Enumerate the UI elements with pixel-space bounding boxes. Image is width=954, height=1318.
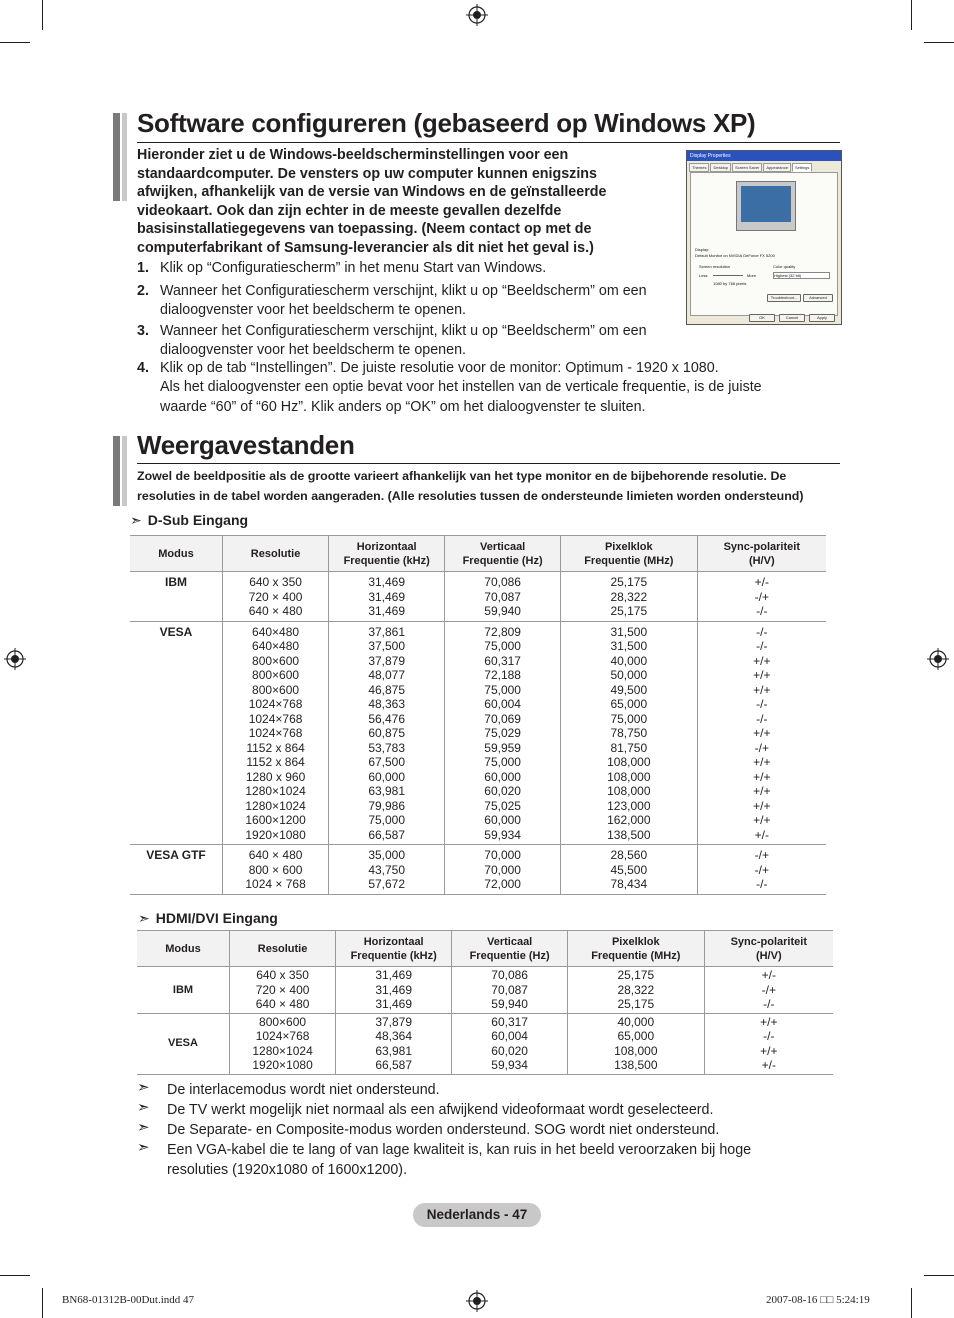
page-number: Nederlands - 47 bbox=[413, 1203, 541, 1227]
cell-value: 75,000 bbox=[484, 639, 521, 653]
cell-value: 59,959 bbox=[484, 740, 521, 755]
cell-value: +/+ bbox=[753, 813, 771, 827]
arrow-icon: ➣ bbox=[137, 1079, 150, 1096]
cell-value: 70,000 bbox=[484, 862, 521, 877]
mode-cell: IBM bbox=[137, 967, 229, 1014]
table-header-row bbox=[130, 536, 826, 572]
registration-mark-icon bbox=[4, 648, 26, 670]
col-header: Modus bbox=[130, 536, 222, 572]
table-row bbox=[137, 967, 833, 1014]
crop-mark bbox=[911, 1288, 912, 1318]
cell-value: +/+ bbox=[753, 798, 771, 813]
cell-value: 70,069 bbox=[484, 711, 521, 726]
cell-value: 75,000 bbox=[368, 813, 406, 827]
cancel-button: Cancel bbox=[779, 314, 805, 322]
cell-value: 800×600 bbox=[259, 1014, 307, 1029]
crop-mark bbox=[0, 42, 30, 43]
cell-value: 60,004 bbox=[484, 697, 521, 711]
cell-value: 79,986 bbox=[368, 798, 406, 813]
tab-desktop: Desktop bbox=[710, 163, 731, 172]
value-cell bbox=[329, 845, 445, 895]
color-quality-label: Color quality bbox=[773, 264, 796, 269]
value-cell bbox=[452, 1013, 568, 1074]
cell-value: -/+ bbox=[761, 982, 776, 997]
cell-value: 31,469 bbox=[368, 575, 406, 589]
cell-value: +/+ bbox=[753, 653, 771, 668]
cell-value: 63,981 bbox=[375, 1043, 413, 1058]
value-cell bbox=[704, 1013, 833, 1074]
cell-value: 138,500 bbox=[614, 1058, 658, 1072]
hdmi-label: ➣ HDMI/DVI Eingang bbox=[138, 910, 278, 926]
cell-value: 1920×1080 bbox=[245, 827, 306, 842]
col-header: Resolutie bbox=[229, 931, 335, 967]
cell-value: 25,175 bbox=[610, 575, 648, 589]
mode-cell: VESA bbox=[137, 1013, 229, 1074]
cell-value: -/+ bbox=[754, 862, 769, 877]
cell-value: +/- bbox=[754, 827, 769, 842]
cell-value: 31,469 bbox=[368, 589, 406, 604]
tab-appearance: Appearance bbox=[763, 163, 791, 172]
cell-value: 640 × 480 bbox=[255, 997, 310, 1011]
color-quality-select: Highest (32 bit) bbox=[773, 272, 830, 279]
cell-value: -/- bbox=[756, 639, 768, 653]
value-cell bbox=[229, 1013, 335, 1074]
value-cell bbox=[697, 621, 826, 845]
registration-mark-icon bbox=[927, 648, 949, 670]
arrow-icon: ➣ bbox=[137, 1139, 150, 1156]
cell-value: +/- bbox=[761, 968, 776, 982]
cell-value: 640×480 bbox=[252, 624, 300, 639]
cell-value: 720 × 400 bbox=[248, 589, 303, 604]
cell-value: 800×600 bbox=[252, 668, 300, 682]
apply-button: Apply bbox=[809, 314, 835, 322]
value-cell bbox=[445, 572, 561, 622]
mode-cell: IBM bbox=[130, 572, 222, 622]
cell-value: 81,750 bbox=[610, 740, 648, 755]
cell-value: 1024×768 bbox=[255, 1029, 310, 1043]
section-title: Weergavestanden bbox=[137, 430, 355, 460]
cell-value: 1152 x 864 bbox=[246, 740, 305, 755]
col-header: Sync-polariteit (H/V) bbox=[697, 536, 826, 572]
cell-value: 78,750 bbox=[610, 726, 648, 740]
value-cell bbox=[697, 845, 826, 895]
cell-value: 108,000 bbox=[607, 784, 651, 798]
value-cell bbox=[222, 845, 328, 895]
cell-value: 45,500 bbox=[610, 862, 648, 877]
col-header: Pixelklok Frequentie (MHz) bbox=[568, 931, 705, 967]
table-row bbox=[137, 1013, 833, 1074]
cell-value: 59,940 bbox=[484, 604, 521, 618]
cell-value: 1280×1024 bbox=[245, 798, 306, 813]
arrow-icon: ➣ bbox=[137, 1099, 150, 1116]
cell-value: 60,317 bbox=[484, 653, 521, 668]
cell-value: 60,000 bbox=[484, 813, 521, 827]
cell-value: 37,879 bbox=[368, 653, 406, 668]
cell-value: -/- bbox=[756, 711, 768, 726]
cell-value: 25,175 bbox=[617, 968, 655, 982]
more-label: More bbox=[747, 273, 757, 278]
intro-text: Hieronder ziet u de Windows-beeldscherminstellingen voor een standaardcomputer. De vensters op uw computer kunnen enigszins afwijken, afhankelijk van de versie van Windows en de geïnstalleerde videokaart. Ook dan zijn echter in de meeste gevallen dezelfde basisinstallatiegegevens van toepassing. (Neem contact op met de computerfabrikant of Samsung-leverancier als dit niet het geval is.) bbox=[137, 147, 607, 256]
cell-value: 31,500 bbox=[610, 639, 648, 653]
cell-value: 1152 x 864 bbox=[246, 755, 305, 769]
cell-value: 800 × 600 bbox=[248, 862, 303, 877]
cell-value: 28,322 bbox=[610, 589, 648, 604]
table-row bbox=[130, 572, 826, 622]
value-cell bbox=[222, 621, 328, 845]
cell-value: -/- bbox=[756, 604, 768, 618]
cell-value: 108,000 bbox=[607, 769, 651, 784]
cell-value: 108,000 bbox=[607, 755, 651, 769]
cell-value: +/+ bbox=[753, 682, 771, 697]
page-title: Software configureren (gebaseerd op Windows XP) bbox=[137, 108, 756, 138]
cell-value: 31,469 bbox=[375, 997, 413, 1011]
value-cell bbox=[561, 845, 698, 895]
cell-value: 1280×1024 bbox=[245, 784, 306, 798]
value-cell bbox=[445, 621, 561, 845]
cell-value: 49,500 bbox=[610, 682, 648, 697]
cell-value: 720 × 400 bbox=[255, 982, 310, 997]
hdmi-table bbox=[137, 930, 833, 1075]
cell-value: 72,000 bbox=[484, 877, 521, 891]
value-cell bbox=[329, 572, 445, 622]
col-header: Sync-polariteit (H/V) bbox=[704, 931, 833, 967]
cell-value: 60,875 bbox=[368, 726, 406, 740]
col-header: Verticaal Frequentie (Hz) bbox=[445, 536, 561, 572]
value-cell bbox=[568, 967, 705, 1014]
cell-value: +/+ bbox=[753, 784, 771, 798]
cell-value: 640 × 480 bbox=[248, 848, 303, 862]
cell-value: 640 x 350 bbox=[249, 575, 302, 589]
cell-value: 1024×768 bbox=[248, 697, 303, 711]
resolution-label: Screen resolution bbox=[699, 264, 731, 269]
cell-value: 43,750 bbox=[368, 862, 406, 877]
cell-value: 72,809 bbox=[484, 624, 521, 639]
mode-cell: VESA bbox=[130, 621, 222, 845]
cell-value: 70,000 bbox=[484, 848, 521, 862]
registration-mark-icon bbox=[466, 1290, 488, 1312]
display-value: Default Monitor on NVIDIA GeForce FX 5200 bbox=[695, 253, 775, 258]
tab-screen-saver: Screen Saver bbox=[732, 163, 762, 172]
table-header-row bbox=[137, 931, 833, 967]
cell-value: 75,000 bbox=[610, 711, 648, 726]
cell-value: 48,364 bbox=[375, 1029, 413, 1043]
value-cell bbox=[561, 621, 698, 845]
cell-value: 59,934 bbox=[484, 827, 521, 842]
heading-bar bbox=[113, 113, 120, 201]
tab-themes: Themes bbox=[689, 163, 709, 172]
cell-value: -/- bbox=[756, 877, 768, 891]
troubleshoot-button: Troubleshoot... bbox=[767, 294, 801, 302]
resolution-value: 1080 by 768 pixels bbox=[713, 281, 747, 286]
cell-value: 60,004 bbox=[491, 1029, 528, 1043]
cell-value: 57,672 bbox=[368, 877, 406, 891]
monitor-screen bbox=[741, 186, 791, 222]
dialog-title: Display Properties bbox=[687, 151, 841, 161]
cell-value: -/- bbox=[756, 624, 768, 639]
col-header: Modus bbox=[137, 931, 229, 967]
col-header: Verticaal Frequentie (Hz) bbox=[452, 931, 568, 967]
cell-value: +/- bbox=[761, 1058, 776, 1072]
cell-value: +/+ bbox=[753, 755, 771, 769]
cell-value: 70,086 bbox=[491, 968, 528, 982]
cell-value: +/+ bbox=[753, 726, 771, 740]
dialog-tabs bbox=[687, 161, 841, 172]
footer-right: 2007-08-16 □□ 5:24:19 bbox=[766, 1294, 870, 1306]
cell-value: 31,469 bbox=[368, 604, 406, 618]
mode-cell: VESA GTF bbox=[130, 845, 222, 895]
value-cell bbox=[222, 572, 328, 622]
cell-value: 59,940 bbox=[491, 997, 528, 1011]
cell-value: 37,861 bbox=[368, 624, 406, 639]
cell-value: 40,000 bbox=[610, 653, 648, 668]
cell-value: 53,783 bbox=[368, 740, 406, 755]
cell-value: 60,000 bbox=[484, 769, 521, 784]
value-cell bbox=[329, 621, 445, 845]
col-header: Pixelklok Frequentie (MHz) bbox=[561, 536, 698, 572]
table-row bbox=[130, 621, 826, 845]
cell-value: 70,087 bbox=[484, 589, 521, 604]
cell-value: -/+ bbox=[754, 848, 769, 862]
display-label: Display: bbox=[695, 247, 710, 252]
cell-value: 48,363 bbox=[368, 697, 406, 711]
cell-value: 800×600 bbox=[252, 682, 300, 697]
cell-value: 48,077 bbox=[368, 668, 406, 682]
cell-value: -/- bbox=[763, 997, 775, 1011]
crop-mark bbox=[42, 1288, 43, 1318]
cell-value: +/+ bbox=[760, 1043, 778, 1058]
arrow-icon: ➣ bbox=[130, 512, 142, 528]
advanced-button: Advanced bbox=[803, 294, 833, 302]
value-cell bbox=[336, 967, 452, 1014]
display-properties-screenshot bbox=[686, 150, 842, 325]
heading-bar bbox=[113, 436, 120, 506]
cell-value: 75,025 bbox=[484, 798, 521, 813]
tab-settings: Settings bbox=[792, 163, 812, 172]
footer-left: BN68-01312B-00Dut.indd 47 bbox=[62, 1294, 194, 1306]
cell-value: -/+ bbox=[754, 589, 769, 604]
title-rule bbox=[137, 463, 840, 464]
cell-value: 67,500 bbox=[368, 755, 406, 769]
cell-value: 66,587 bbox=[368, 827, 406, 842]
cell-value: 1280 x 960 bbox=[245, 769, 306, 784]
cell-value: 72,188 bbox=[484, 668, 521, 682]
dialog-panel bbox=[690, 172, 838, 316]
cell-value: 31,469 bbox=[375, 982, 413, 997]
cell-value: 65,000 bbox=[610, 697, 648, 711]
col-header: Horizontaal Frequentie (kHz) bbox=[329, 536, 445, 572]
table-row bbox=[130, 845, 826, 895]
cell-value: 640×480 bbox=[252, 639, 300, 653]
cell-value: 800×600 bbox=[252, 653, 300, 668]
value-cell bbox=[561, 572, 698, 622]
value-cell bbox=[336, 1013, 452, 1074]
cell-value: 28,322 bbox=[617, 982, 655, 997]
resolution-slider bbox=[713, 275, 743, 276]
cell-value: 60,317 bbox=[491, 1014, 528, 1029]
crop-mark bbox=[42, 0, 43, 30]
heading-bar bbox=[122, 113, 127, 201]
value-cell bbox=[568, 1013, 705, 1074]
arrow-icon: ➣ bbox=[138, 910, 150, 926]
cell-value: 59,934 bbox=[491, 1058, 528, 1072]
cell-value: 1024 × 768 bbox=[245, 877, 306, 891]
crop-mark bbox=[911, 0, 912, 30]
cell-value: 138,500 bbox=[607, 827, 651, 842]
cell-value: 1024×768 bbox=[248, 726, 303, 740]
crop-mark bbox=[0, 1275, 30, 1276]
arrow-icon: ➣ bbox=[137, 1119, 150, 1136]
cell-value: 123,000 bbox=[607, 798, 651, 813]
cell-value: 31,500 bbox=[610, 624, 648, 639]
ok-button: OK bbox=[749, 314, 775, 322]
cell-value: -/- bbox=[763, 1029, 775, 1043]
heading-bar bbox=[122, 436, 127, 506]
cell-value: 640 x 350 bbox=[256, 968, 309, 982]
value-cell bbox=[445, 845, 561, 895]
cell-value: 78,434 bbox=[610, 877, 648, 891]
dsub-label: ➣ D-Sub Eingang bbox=[130, 512, 249, 528]
cell-value: 25,175 bbox=[617, 997, 655, 1011]
cell-value: 1600×1200 bbox=[245, 813, 306, 827]
cell-value: 37,879 bbox=[375, 1014, 413, 1029]
cell-value: 75,029 bbox=[484, 726, 521, 740]
cell-value: 60,020 bbox=[491, 1043, 528, 1058]
cell-value: 63,981 bbox=[368, 784, 406, 798]
crop-mark bbox=[924, 42, 954, 43]
cell-value: 40,000 bbox=[617, 1014, 655, 1029]
cell-value: +/- bbox=[754, 575, 769, 589]
registration-mark-icon bbox=[466, 4, 488, 26]
col-header: Resolutie bbox=[222, 536, 328, 572]
title-rule bbox=[137, 142, 840, 143]
crop-mark bbox=[924, 1275, 954, 1276]
cell-value: +/+ bbox=[753, 668, 771, 682]
col-header: Horizontaal Frequentie (kHz) bbox=[336, 931, 452, 967]
value-cell bbox=[697, 572, 826, 622]
cell-value: +/+ bbox=[760, 1014, 778, 1029]
cell-value: 1024×768 bbox=[248, 711, 303, 726]
cell-value: 640 × 480 bbox=[248, 604, 303, 618]
cell-value: 37,500 bbox=[368, 639, 406, 653]
dsub-table bbox=[130, 535, 826, 895]
cell-value: 75,000 bbox=[484, 755, 521, 769]
cell-value: 65,000 bbox=[617, 1029, 655, 1043]
cell-value: 46,875 bbox=[368, 682, 406, 697]
cell-value: -/+ bbox=[754, 740, 769, 755]
cell-value: 60,000 bbox=[368, 769, 406, 784]
cell-value: 66,587 bbox=[375, 1058, 413, 1072]
cell-value: 25,175 bbox=[610, 604, 648, 618]
cell-value: 75,000 bbox=[484, 682, 521, 697]
cell-value: 31,469 bbox=[375, 968, 413, 982]
cell-value: 1920×1080 bbox=[252, 1058, 313, 1072]
section2-intro: Zowel de beeldpositie als de grootte varieert afhankelijk van het type monitor en de bijbehorende resolutie. De resoluties in de tabel worden aangeraden. (Alle resoluties tussen de ondersteunde limieten worden ondersteund) bbox=[137, 469, 804, 503]
cell-value: 50,000 bbox=[610, 668, 648, 682]
cell-value: -/- bbox=[756, 697, 768, 711]
cell-value: 56,476 bbox=[368, 711, 406, 726]
monitor-icon bbox=[736, 181, 796, 231]
cell-value: 28,560 bbox=[610, 848, 648, 862]
value-cell bbox=[452, 967, 568, 1014]
cell-value: 70,087 bbox=[491, 982, 528, 997]
value-cell bbox=[229, 967, 335, 1014]
cell-value: 1280×1024 bbox=[252, 1043, 313, 1058]
cell-value: 108,000 bbox=[614, 1043, 658, 1058]
cell-value: 70,086 bbox=[484, 575, 521, 589]
value-cell bbox=[704, 967, 833, 1014]
cell-value: 35,000 bbox=[368, 848, 406, 862]
less-label: Less bbox=[699, 273, 708, 278]
cell-value: 60,020 bbox=[484, 784, 521, 798]
cell-value: 162,000 bbox=[607, 813, 651, 827]
cell-value: +/+ bbox=[753, 769, 771, 784]
